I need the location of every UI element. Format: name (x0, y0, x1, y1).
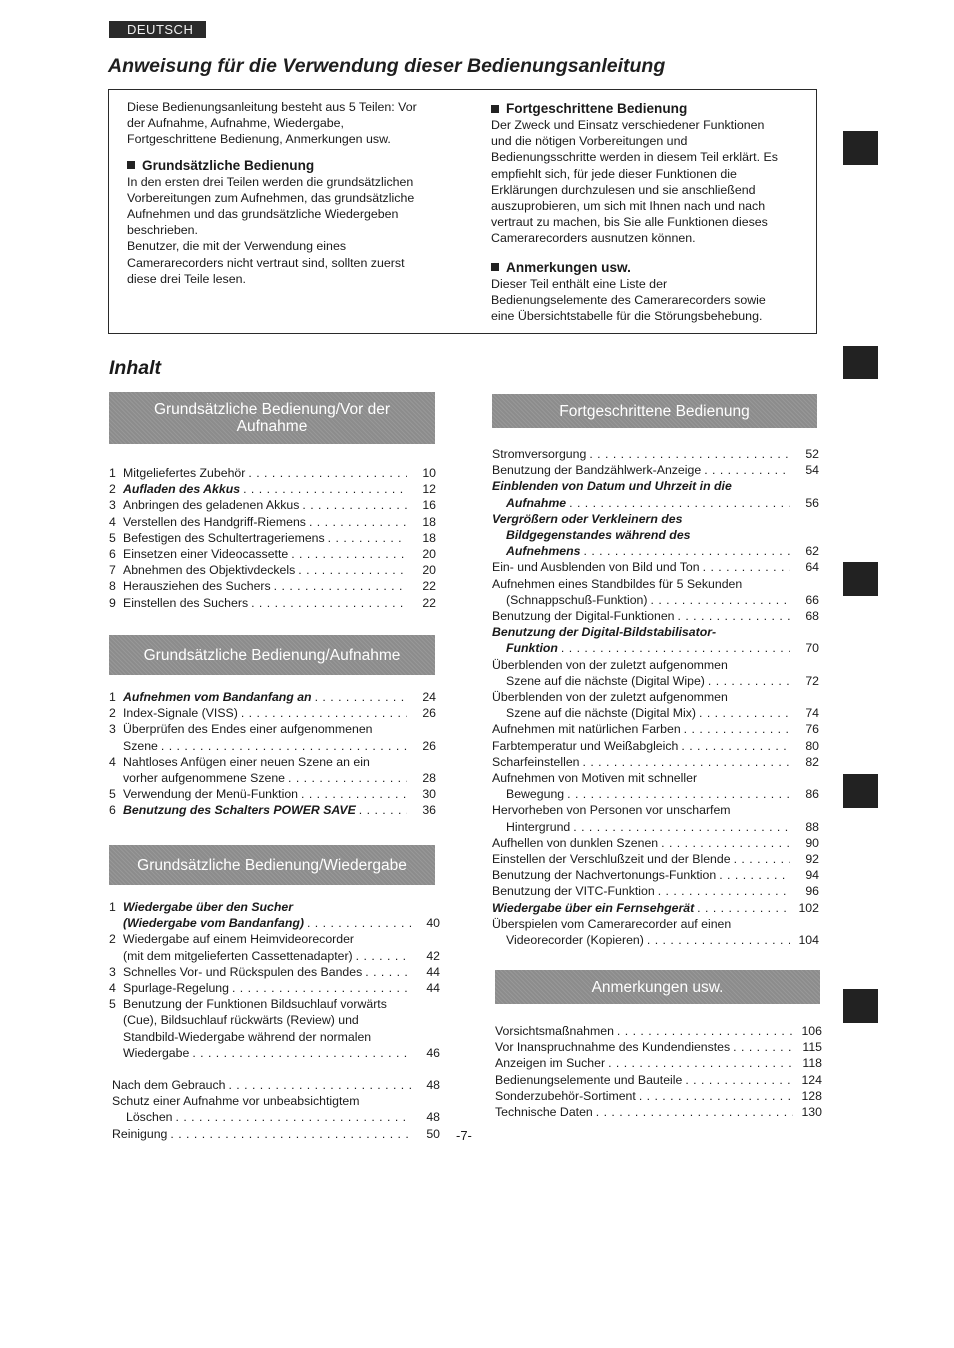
dot-leader (228, 1077, 411, 1093)
section-text-fortgeschritten: Der Zweck und Einsatz verschiedener Funktionen und die nötigen Vorbereitungen und Bedienungsschritte werden in diesem Teil erklärt. Es empfiehlt sich, für jede dieser Funktionen die Erklärungen durchzulesen und sie anschließend auszuprobieren, um sich mit Ihnen nach und nach vertraut zu machen, bis Sie alle Funktionen dieses Camerarecorders ausnutzen können. (491, 118, 778, 246)
toc-entry-number: 4 (109, 514, 116, 529)
toc-entry (492, 786, 819, 802)
toc-entry-label: Vorsichtsmaßnahmen (495, 1024, 614, 1038)
toc-entry-page: 76 (805, 722, 819, 737)
dot-leader (248, 465, 407, 481)
toc-entry-page: 16 (422, 498, 436, 513)
toc-entry (492, 462, 819, 478)
toc-entry-number: 1 (109, 690, 116, 704)
section-heading-grundsaetzlich: Grundsätzliche Bedienung (127, 157, 447, 174)
toc-entry (109, 1012, 440, 1028)
toc-entry-page: 56 (805, 495, 819, 510)
side-tab-marker (843, 131, 878, 165)
toc-entry-label: Videorecorder (Kopieren) (506, 933, 644, 948)
toc-entry (492, 495, 819, 511)
toc-entry-label: Anbringen des geladenen Akkus (123, 498, 300, 513)
toc-entry-number: 1 (109, 900, 116, 914)
toc-entry-label: (Wiedergabe vom Bandanfang) (123, 916, 304, 931)
toc-entry-label: Benutzung der Digital-Funktionen (492, 609, 675, 624)
toc-entry (109, 1029, 440, 1045)
toc-entry (109, 546, 436, 562)
toc-entry-page: 48 (426, 1078, 440, 1092)
toc-entry-page: 28 (422, 771, 436, 786)
toc-entry-number: 2 (109, 482, 116, 497)
toc-entry-page: 96 (805, 884, 819, 899)
toc-entry (109, 980, 440, 996)
toc-entry-label: Benutzung der Bandzählwerk-Anzeige (492, 463, 702, 478)
toc-entry (492, 932, 819, 948)
toc-entry (495, 1055, 822, 1071)
toc-entry (492, 511, 819, 527)
toc-entry-page: 92 (805, 852, 819, 867)
toc-entry-page: 26 (422, 738, 436, 753)
toc-entry-page: 54 (805, 463, 819, 478)
dot-leader (639, 1088, 793, 1104)
toc-entry (109, 530, 436, 546)
toc-entry-label: Einblenden von Datum und Uhrzeit in die (492, 479, 732, 494)
toc-entry (109, 754, 436, 770)
toc-entry-label: Aufnehmens (506, 544, 581, 559)
toc-entry-label: Benutzung der Nachvertonungs-Funktion (492, 868, 717, 883)
toc-entry-label: Aufnahme (506, 495, 567, 510)
toc-entry-label: Verwendung der Menü-Funktion (123, 787, 298, 802)
toc-entry-number: 9 (109, 595, 116, 610)
dot-leader (573, 819, 790, 835)
side-tab-marker (843, 346, 878, 379)
toc-entry-label: Löschen (126, 1110, 173, 1125)
toc-entry-label: Bedienungselemente und Bauteile (495, 1072, 683, 1087)
banner-anmerkungen: Anmerkungen usw. (495, 970, 820, 1004)
toc-entry-page: 66 (805, 592, 819, 607)
toc-entry (109, 786, 436, 802)
toc-entry-label: Technische Daten (495, 1105, 593, 1120)
toc-entry-page: 44 (426, 981, 440, 996)
toc-entry (492, 883, 819, 899)
dot-leader (569, 495, 790, 511)
dot-leader (315, 689, 407, 705)
toc-entry (109, 899, 440, 915)
dot-leader (589, 446, 790, 462)
dot-leader (734, 851, 790, 867)
toc-entry (492, 770, 819, 786)
toc-entry (109, 481, 436, 497)
toc-entry-page: 50 (426, 1126, 440, 1141)
toc-entry-page: 86 (805, 787, 819, 802)
toc-aufnahme (109, 689, 436, 819)
toc-entry-page: 64 (805, 560, 819, 575)
toc-entry-page: 74 (805, 706, 819, 721)
toc-entry (112, 1093, 440, 1109)
toc-entry-label: Benutzung des Schalters POWER SAVE (123, 803, 356, 818)
toc-entry-page: 20 (422, 547, 436, 562)
toc-entry-label: Überblenden von der zuletzt aufgenommen (492, 657, 728, 672)
toc-vor-aufnahme (109, 465, 436, 611)
toc-entry-page: 68 (805, 609, 819, 624)
toc-entry-number: 8 (109, 579, 116, 594)
dot-leader (583, 754, 791, 770)
toc-entry (492, 705, 819, 721)
toc-entry (109, 915, 440, 931)
dot-leader (678, 608, 790, 624)
toc-entry-label: Funktion (506, 641, 558, 656)
toc-entry-page: 10 (422, 466, 436, 480)
toc-entry-page: 130 (801, 1105, 822, 1120)
dot-leader (684, 721, 790, 737)
toc-entry-label: Einstellen des Suchers (123, 595, 249, 610)
toc-entry-label: Aufhellen von dunklen Szenen (492, 835, 659, 850)
toc-entry-page: 62 (805, 544, 819, 559)
toc-entry-page: 102 (798, 900, 819, 915)
toc-entry-page: 52 (805, 447, 819, 461)
dot-leader (356, 948, 411, 964)
dot-leader (704, 462, 790, 478)
toc-entry (492, 640, 819, 656)
contents-title: Inhalt (109, 357, 161, 379)
dot-leader (274, 578, 407, 594)
dot-leader (302, 497, 407, 513)
toc-entry-page: 72 (805, 673, 819, 688)
dot-leader (241, 705, 407, 721)
dot-leader (561, 640, 790, 656)
toc-entry-number: 7 (109, 563, 116, 578)
toc-entry (112, 1077, 440, 1093)
toc-entry-label: Stromversorgung (492, 447, 587, 461)
dot-leader (733, 1039, 793, 1055)
toc-entry-label: (mit dem mitgelieferten Cassettenadapter) (123, 948, 353, 963)
toc-entry (109, 996, 440, 1012)
toc-entry-page: 30 (422, 787, 436, 802)
dot-leader (307, 915, 411, 931)
banner-fortgeschritten: Fortgeschrittene Bedienung (492, 394, 817, 428)
toc-entry-number: 4 (109, 981, 116, 996)
side-tab-marker (843, 774, 878, 808)
dot-leader (359, 802, 407, 818)
toc-entry-label: Aufnehmen von Motiven mit schneller (492, 771, 698, 786)
dot-leader (170, 1126, 411, 1142)
intro-left-column (127, 99, 447, 287)
toc-entry-page: 94 (805, 868, 819, 883)
dot-leader (685, 1072, 793, 1088)
toc-entry-page: 128 (801, 1088, 822, 1103)
toc-entry (492, 657, 819, 673)
toc-entry (492, 673, 819, 689)
toc-entry (112, 1109, 440, 1125)
toc-entry-page: 22 (422, 579, 436, 594)
toc-entry-label: Szene (123, 738, 158, 753)
toc-wiedergabe (109, 899, 440, 1061)
square-bullet-icon (127, 161, 135, 169)
toc-entry (492, 867, 819, 883)
dot-leader (251, 595, 407, 611)
square-bullet-icon (491, 263, 499, 271)
toc-entry-label: Aufnehmen eines Standbildes für 5 Sekunden (492, 576, 743, 591)
dot-leader (647, 932, 790, 948)
toc-entry-page: 24 (422, 690, 436, 704)
toc-entry-page: 104 (798, 933, 819, 948)
toc-entry-label: Befestigen des Schultertrageriemens (123, 530, 325, 545)
toc-entry-page: 118 (802, 1056, 822, 1071)
toc-entry-label: Bildgegenstandes während des (506, 528, 691, 543)
toc-entry (109, 802, 436, 818)
toc-entry (109, 721, 436, 737)
dot-leader (699, 705, 790, 721)
toc-entry-label: Wiedergabe über ein Fernsehgerät (492, 900, 695, 915)
toc-entry-page: 106 (801, 1024, 822, 1038)
toc-entry-page: 70 (805, 641, 819, 656)
toc-entry (492, 916, 819, 932)
toc-entry-label: Schnelles Vor- und Rückspulen des Bandes (123, 964, 363, 979)
toc-entry-label: Farbtemperatur und Weißabgleich (492, 738, 679, 753)
toc-entry (109, 689, 436, 705)
dot-leader (658, 883, 790, 899)
toc-entry-label: Verstellen des Handgriff-Riemens (123, 514, 306, 529)
toc-entry-label: Mitgeliefertes Zubehör (123, 466, 246, 480)
toc-entry-page: 18 (422, 530, 436, 545)
toc-entry-number: 3 (109, 964, 116, 979)
banner-wiedergabe: Grundsätzliche Bedienung/Wiedergabe (109, 845, 435, 885)
toc-entry (492, 802, 819, 818)
toc-entry (109, 931, 440, 947)
toc-entry (495, 1039, 822, 1055)
page-title: Anweisung für die Verwendung dieser Bedienungsanleitung (108, 55, 666, 77)
toc-entry (495, 1088, 822, 1104)
toc-entry (492, 592, 819, 608)
toc-entry-label: Scharfeinstellen (492, 754, 580, 769)
toc-entry-number: 1 (109, 466, 116, 480)
toc-entry-label: Reinigung (112, 1126, 168, 1141)
toc-entry-label: Bewegung (506, 787, 565, 802)
toc-entry-label: (Schnappschuß-Funktion) (506, 592, 648, 607)
toc-entry (109, 514, 436, 530)
side-tab-marker (843, 562, 878, 596)
toc-entry-page: 42 (426, 948, 440, 963)
toc-entry-label: Hintergrund (506, 819, 571, 834)
toc-entry (109, 562, 436, 578)
toc-entry-label: Schutz einer Aufnahme vor unbeabsichtigtem (112, 1094, 360, 1109)
toc-entry-label: Wiedergabe über den Sucher (123, 900, 294, 914)
toc-entry (492, 721, 819, 737)
toc-entry-page: 90 (805, 835, 819, 850)
toc-entry-label: Benutzung der VITC-Funktion (492, 884, 655, 899)
toc-entry-label: Überblenden von der zuletzt aufgenommen (492, 690, 728, 705)
toc-entry (495, 1072, 822, 1088)
banner-aufnahme: Grundsätzliche Bedienung/Aufnahme (109, 635, 435, 675)
toc-entry (492, 608, 819, 624)
dot-leader (309, 514, 407, 530)
toc-entry-page: 20 (422, 563, 436, 578)
dot-leader (291, 546, 407, 562)
toc-entry-label: Index-Signale (VISS) (123, 706, 238, 721)
page-number: -7- (456, 1128, 472, 1143)
toc-entry (109, 497, 436, 513)
toc-entry (492, 851, 819, 867)
toc-fortgeschritten (492, 446, 819, 948)
toc-misc (112, 1077, 440, 1142)
toc-entry (492, 754, 819, 770)
toc-entry-label: Vergrößern oder Verkleinern des (492, 511, 683, 526)
dot-leader (161, 738, 407, 754)
toc-entry (109, 705, 436, 721)
toc-entry-page: 124 (801, 1072, 822, 1087)
dot-leader (243, 481, 407, 497)
toc-entry (109, 595, 436, 611)
toc-entry (112, 1126, 440, 1142)
toc-entry-number: 6 (109, 547, 116, 562)
toc-entry-label: Benutzung der Funktionen Bildsuchlauf vorwärts (123, 997, 387, 1012)
dot-leader (298, 562, 407, 578)
toc-entry-page: 115 (802, 1040, 822, 1055)
toc-entry-label: Spurlage-Regelung (123, 981, 229, 996)
dot-leader (708, 673, 790, 689)
section-heading-anmerkungen: Anmerkungen usw. (491, 259, 806, 276)
toc-entry (492, 559, 819, 575)
section-heading-fortgeschritten: Fortgeschrittene Bedienung (491, 100, 806, 117)
toc-entry-page: 88 (805, 819, 819, 834)
dot-leader (301, 786, 407, 802)
dot-leader (650, 592, 790, 608)
toc-entry-label: Aufnehmen mit natürlichen Farben (492, 722, 681, 737)
toc-entry-page: 22 (422, 595, 436, 610)
toc-entry-label: Überprüfen des Endes einer aufgenommenen (123, 722, 373, 737)
toc-entry-page: 18 (422, 514, 436, 529)
toc-entry-label: Szene auf die nächste (Digital Wipe) (506, 673, 705, 688)
toc-entry (492, 527, 819, 543)
toc-entry-number: 5 (109, 997, 116, 1012)
toc-entry-label: Anzeigen im Sucher (495, 1056, 606, 1071)
toc-entry-label: Ein- und Ausblenden von Bild und Ton (492, 560, 700, 575)
toc-entry (109, 948, 440, 964)
toc-entry-label: (Cue), Bildsuchlauf rückwärts (Review) und (123, 1013, 359, 1028)
toc-entry (492, 576, 819, 592)
toc-entry (492, 478, 819, 494)
dot-leader (661, 835, 790, 851)
intro-box (108, 89, 817, 334)
toc-entry-page: 48 (426, 1110, 440, 1125)
toc-entry-page: 12 (422, 482, 436, 497)
section-text-anmerkungen: Dieser Teil enthält eine Liste der Bedienungselemente des Camerarecorders sowie eine Übersichtstabelle für die Störungsbehebung. (491, 276, 766, 324)
toc-entry-label: Vor Inanspruchnahme des Kundendienstes (495, 1040, 731, 1055)
toc-entry-page: 26 (422, 706, 436, 721)
toc-entry-label: Herausziehen des Suchers (123, 579, 271, 594)
toc-entry-label: Einsetzen einer Videocassette (123, 547, 289, 562)
toc-entry (492, 689, 819, 705)
toc-entry-label: vorher aufgenommene Szene (123, 771, 286, 786)
toc-entry (492, 624, 819, 640)
toc-entry (492, 900, 819, 916)
dot-leader (617, 1023, 793, 1039)
toc-entry-label: Standbild-Wiedergabe während der normalen (123, 1029, 372, 1044)
dot-leader (596, 1104, 793, 1120)
toc-entry (109, 964, 440, 980)
toc-entry-number: 2 (109, 932, 116, 947)
toc-entry-number: 2 (109, 706, 116, 721)
banner-vor-aufnahme: Grundsätzliche Bedienung/Vor der Aufnahme (109, 392, 435, 444)
toc-entry-number: 6 (109, 803, 116, 818)
intro-right-column (491, 100, 806, 324)
toc-entry-label: Szene auf die nächste (Digital Mix) (506, 706, 697, 721)
toc-entry-page: 44 (426, 964, 440, 979)
language-tag: DEUTSCH (109, 21, 206, 38)
dot-leader (288, 770, 407, 786)
toc-entry-number: 3 (109, 722, 116, 737)
dot-leader (567, 786, 790, 802)
toc-entry-label: Überspielen vom Camerarecorder auf einen (492, 916, 732, 931)
toc-entry (109, 738, 436, 754)
toc-entry-page: 40 (426, 916, 440, 931)
toc-entry (492, 835, 819, 851)
toc-entry (495, 1104, 822, 1120)
intro-text: Diese Bedienungsanleitung besteht aus 5 Teilen: Vor der Aufnahme, Aufnahme, Wiedergabe, Fortgeschrittene Bedienung, Anmerkungen usw. (127, 100, 417, 147)
dot-leader (697, 900, 790, 916)
toc-entry-label: Abnehmen des Objektivdeckels (123, 563, 296, 578)
toc-entry (492, 543, 819, 559)
toc-entry (492, 446, 819, 462)
toc-entry-label: Benutzung der Digital-Bildstabilisator- (492, 625, 717, 640)
dot-leader (365, 964, 411, 980)
toc-entry-label: Aufnehmen vom Bandanfang an (123, 690, 312, 704)
toc-entry-page: 80 (805, 738, 819, 753)
toc-entry-page: 46 (426, 1045, 440, 1060)
toc-entry-label: Aufladen des Akkus (123, 482, 241, 497)
square-bullet-icon (491, 105, 499, 113)
dot-leader (232, 980, 411, 996)
toc-entry-page: 36 (422, 803, 436, 818)
toc-entry-number: 5 (109, 787, 116, 802)
toc-entry-label: Hervorheben von Personen vor unscharfem (492, 803, 731, 818)
dot-leader (608, 1055, 793, 1071)
toc-entry (109, 1045, 440, 1061)
toc-entry (109, 465, 436, 481)
section-text-grundsaetzlich: In den ersten drei Teilen werden die grundsätzlichen Vorbereitungen zum Aufnehmen, das grundsätzliche Aufnehmen und das grundsätzliche Wiedergeben beschrieben. Benutzer, die mit der Verwendung eines Camerarecorders nicht vertraut sind, sollten zuerst diese drei Teile lesen. (127, 174, 415, 286)
toc-entry-label: Einstellen der Verschlußzeit und der Blende (492, 852, 731, 867)
toc-entry-number: 3 (109, 498, 116, 513)
dot-leader (719, 867, 790, 883)
dot-leader (328, 530, 407, 546)
dot-leader (681, 738, 790, 754)
dot-leader (583, 543, 790, 559)
toc-entry (109, 578, 436, 594)
toc-entry (109, 770, 436, 786)
toc-entry-number: 5 (109, 530, 116, 545)
toc-entry (492, 738, 819, 754)
toc-entry-label: Nahtloses Anfügen einer neuen Szene an ein (123, 754, 370, 769)
toc-entry (495, 1023, 822, 1039)
side-tab-marker (843, 989, 878, 1023)
toc-entry (492, 819, 819, 835)
dot-leader (703, 559, 790, 575)
toc-entry-label: Wiedergabe auf einem Heimvideorecorder (123, 932, 355, 947)
toc-anmerkungen (495, 1023, 822, 1120)
toc-entry-label: Sonderzubehör-Sortiment (495, 1088, 636, 1103)
toc-entry-number: 4 (109, 754, 116, 769)
dot-leader (176, 1109, 412, 1125)
toc-entry-label: Nach dem Gebrauch (112, 1078, 226, 1092)
toc-entry-label: Wiedergabe (123, 1045, 190, 1060)
dot-leader (192, 1045, 411, 1061)
toc-entry-page: 82 (805, 754, 819, 769)
